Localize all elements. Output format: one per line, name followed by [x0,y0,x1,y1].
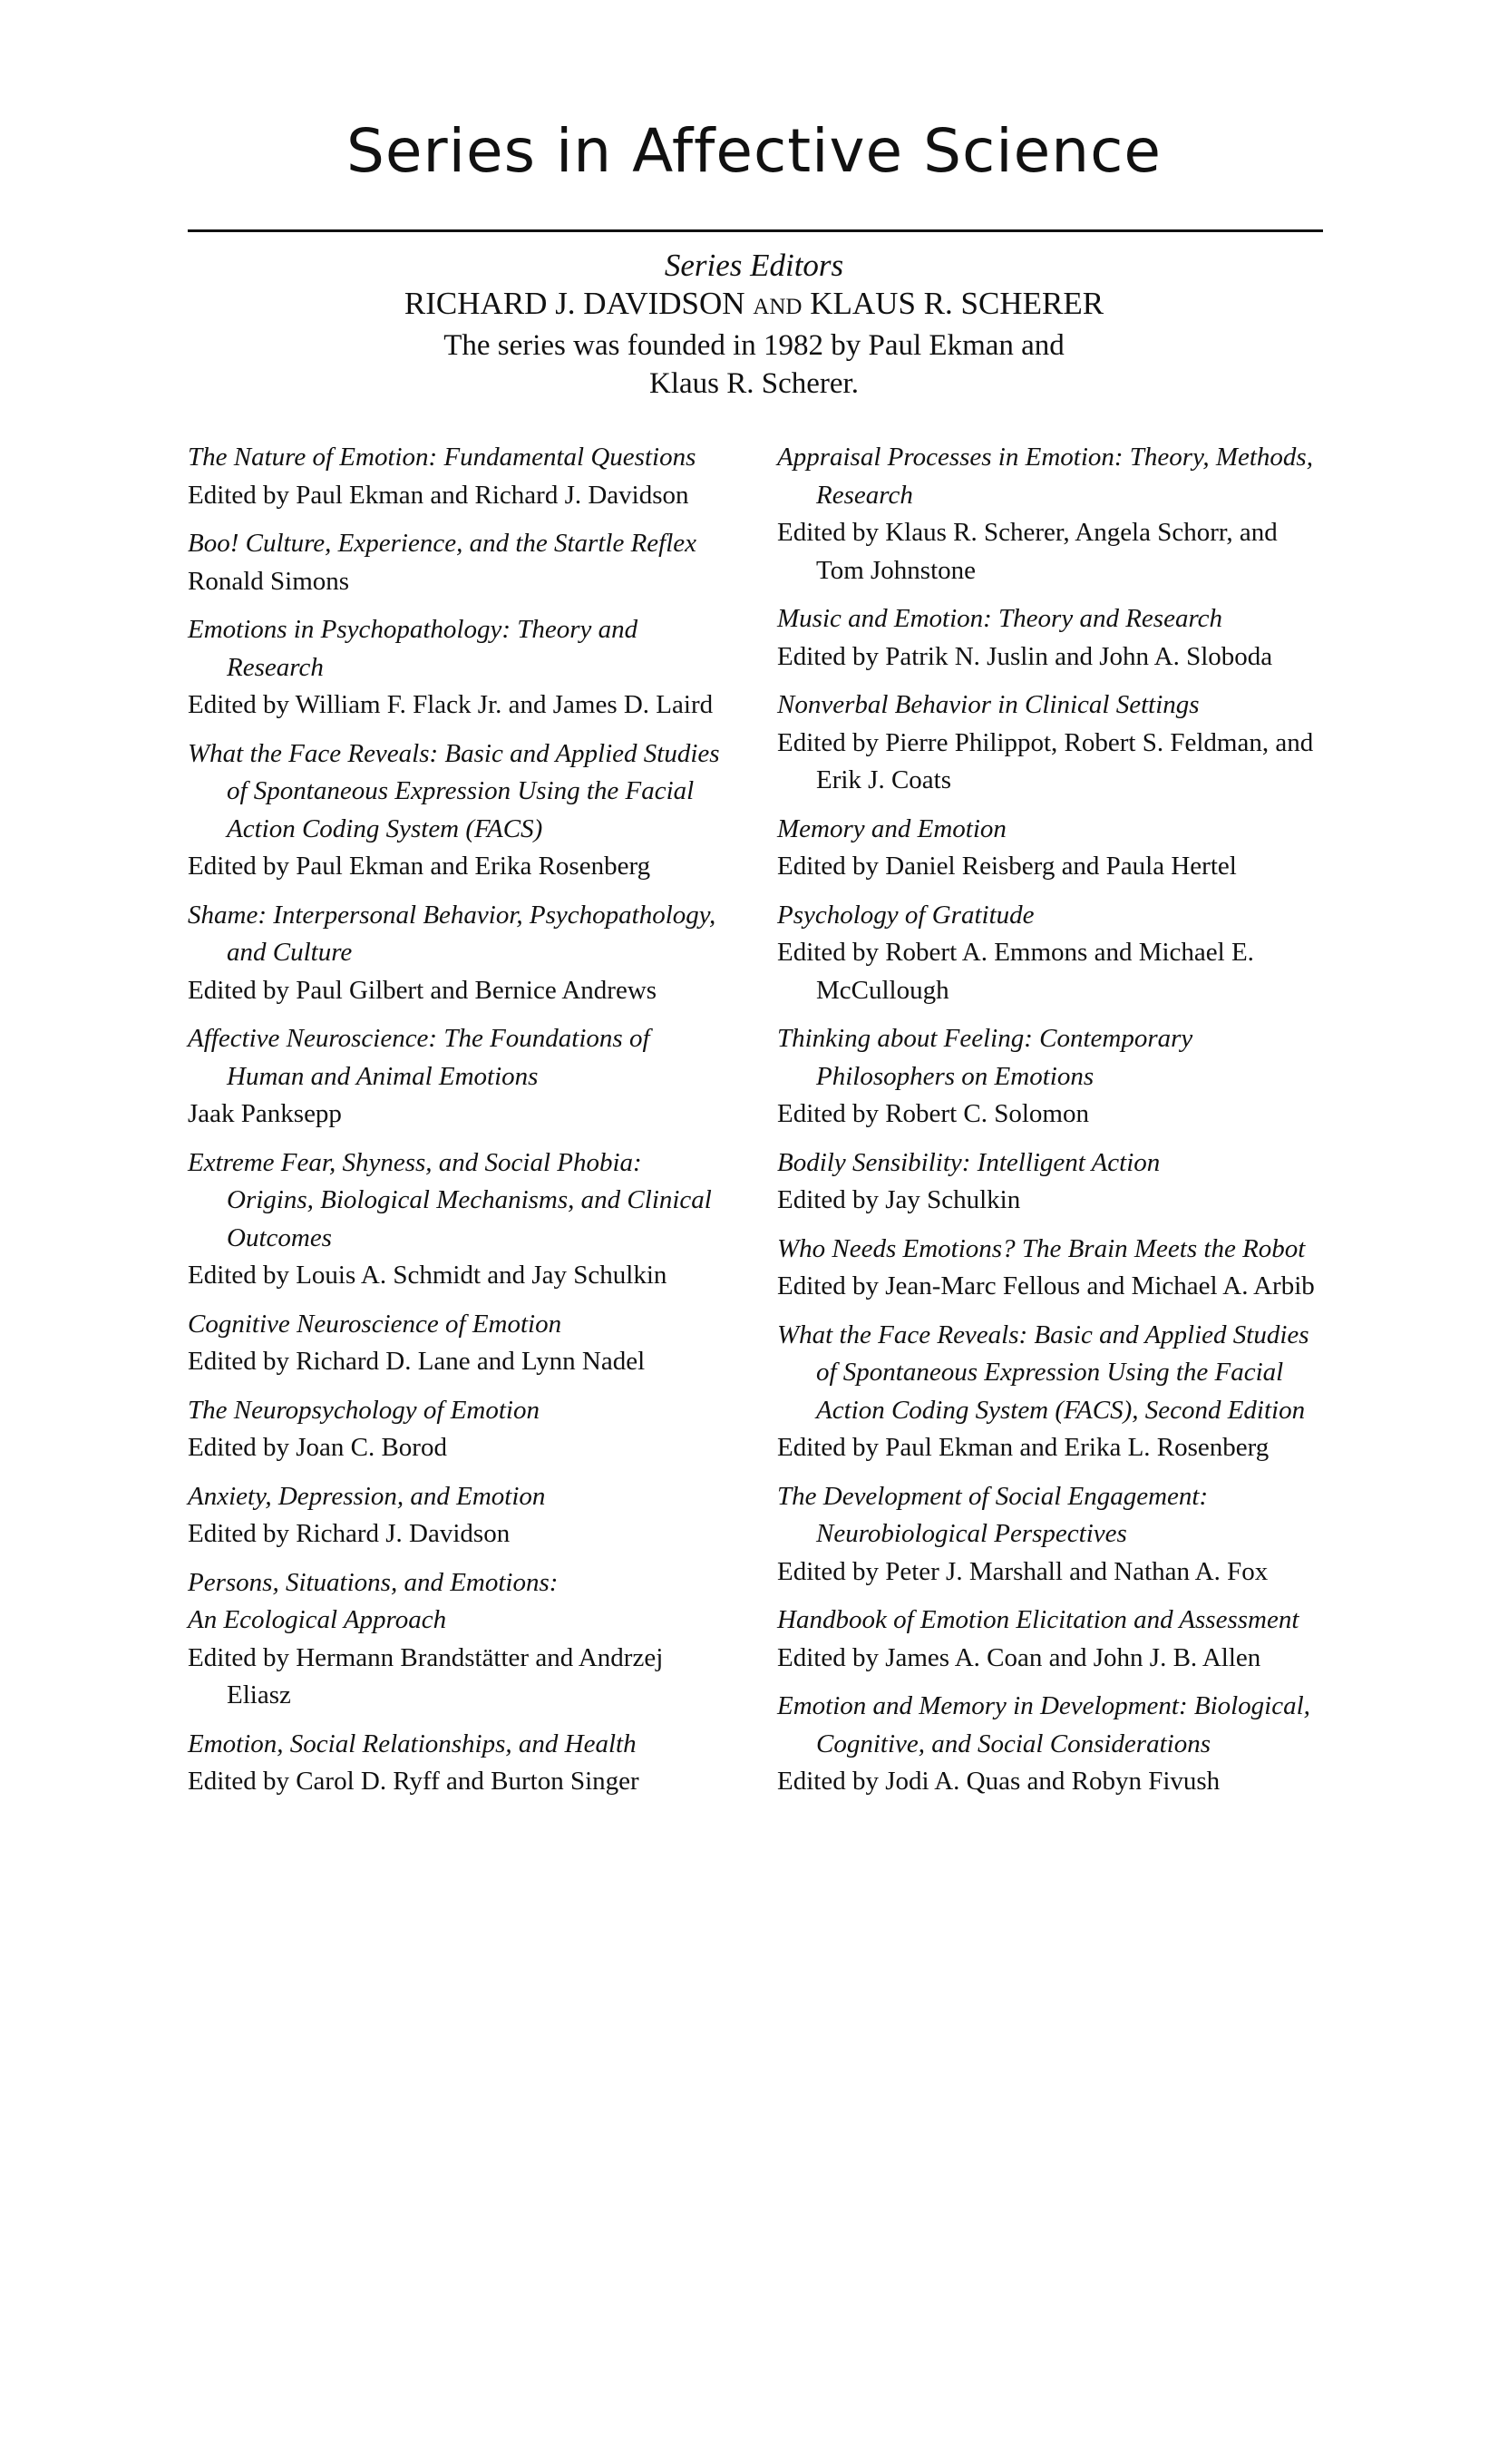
book-editors: Edited by Jean-Marc Fellous and Michael A. Arbib [777,1271,1315,1300]
book-entry [188,1564,732,1715]
book-entry [777,439,1321,589]
series-editors-label: Series Editors [664,248,844,283]
book-entry [188,735,732,886]
founded-line-2: Klaus R. Scherer. [649,367,859,400]
book-editors: Edited by Daniel Reisberg and Paula Hertel [777,852,1237,881]
book-editors: Edited by Richard D. Lane and Lynn Nadel [188,1347,646,1376]
book-editors: Edited by Joan C. Borod [188,1433,447,1462]
book-entry [188,525,732,600]
book-editors: Edited by Pierre Philippot, Robert S. Feldman, and Erik J. Coats [777,727,1314,794]
book-title: Music and Emotion: Theory and Research [777,604,1223,633]
book-editors: Edited by Peter J. Marshall and Nathan A. Fox [777,1556,1269,1586]
book-editors: Edited by Carol D. Ryff and Burton Singer [188,1767,639,1796]
book-entry [188,611,732,725]
book-entry [777,600,1321,676]
book-editors: Jaak Panksepp [188,1099,342,1128]
book-editors: Edited by Jodi A. Quas and Robyn Fivush [777,1767,1221,1796]
book-entry [188,897,732,1010]
book-editors: Edited by James A. Coan and John J. B. Allen [777,1642,1261,1672]
book-title: Who Needs Emotions? The Brain Meets the Robot [777,1233,1306,1263]
book-entry [777,897,1321,1010]
book-title: Emotion and Memory in Development: Biological, Cognitive, and Social Considerations [777,1691,1310,1758]
book-editors: Ronald Simons [188,566,350,596]
book-title: Persons, Situations, and Emotions: [188,1567,559,1597]
book-editors: Edited by Robert C. Solomon [777,1099,1089,1128]
book-entry [188,1478,732,1553]
book-title: Boo! Culture, Experience, and the Startle Reflex [188,529,697,558]
book-editors: Edited by Louis A. Schmidt and Jay Schulkin [188,1261,667,1290]
book-title: Shame: Interpersonal Behavior, Psychopathology, and Culture [188,900,716,967]
book-editors: Edited by Hermann Brandstätter and Andrzej Eliasz [188,1642,664,1709]
book-entry [777,811,1321,886]
book-title: Bodily Sensibility: Intelligent Action [777,1147,1161,1177]
book-editors: Edited by Paul Ekman and Erika Rosenberg [188,852,651,881]
book-title: Anxiety, Depression, and Emotion [188,1481,546,1511]
founded-line-1: The series was founded in 1982 by Paul Ekman and [443,329,1065,362]
book-title: Psychology of Gratitude [777,900,1035,930]
book-editors: Edited by Klaus R. Scherer, Angela Schorr, and Tom Johnstone [777,518,1278,585]
book-title: Handbook of Emotion Elicitation and Assessment [777,1605,1299,1634]
book-title: Affective Neuroscience: The Foundations of Human and Animal Emotions [188,1024,650,1091]
book-entry [188,1144,732,1295]
book-title: Emotion, Social Relationships, and Health [188,1729,637,1758]
book-title: Cognitive Neuroscience of Emotion [188,1309,562,1339]
book-title: Thinking about Feeling: Contemporary Philosophers on Emotions [777,1024,1193,1091]
series-editors-names [0,285,1508,326]
book-entry [777,1231,1321,1306]
editors-conjunction: AND [753,295,803,319]
book-entry [777,1144,1321,1220]
book-editors: Edited by Robert A. Emmons and Michael E. McCullough [777,938,1254,1005]
book-title: Memory and Emotion [777,813,1007,843]
book-entry [777,1688,1321,1801]
book-title: The Nature of Emotion: Fundamental Questions [188,443,696,472]
book-entry [777,687,1321,800]
book-entry [777,1317,1321,1467]
series-title: Series in Affective Science [346,116,1162,186]
book-title: The Development of Social Engagement: Neurobiological Perspectives [777,1481,1209,1548]
book-title: The Neuropsychology of Emotion [188,1395,540,1425]
left-column [188,439,732,1812]
book-editors: Edited by Richard J. Davidson [188,1519,511,1548]
book-editors: Edited by Paul Ekman and Erika L. Rosenberg [777,1433,1270,1462]
series-editors-block [0,247,1508,403]
book-title: What the Face Reveals: Basic and Applied Studies of Spontaneous Expression Using the Facial Action Coding System (FACS) [188,738,720,843]
editor-name-2: KLAUS R. SCHERER [810,286,1104,321]
book-entry [188,1392,732,1467]
book-editors: Edited by Paul Gilbert and Bernice Andrews [188,975,657,1005]
book-editors: Edited by William F. Flack Jr. and James D. Laird [188,690,714,719]
book-entry [188,439,732,514]
book-editors: Edited by Jay Schulkin [777,1185,1021,1214]
book-title-line-2: An Ecological Approach [188,1605,447,1634]
book-editors: Edited by Patrik N. Juslin and John A. Sloboda [777,641,1273,671]
book-entry [188,1726,732,1801]
editor-name-1: RICHARD J. DAVIDSON [404,286,745,321]
book-entry [188,1020,732,1134]
book-title: Emotions in Psychopathology: Theory and Research [188,615,638,682]
book-entry [777,1602,1321,1677]
book-title: Nonverbal Behavior in Clinical Settings [777,690,1200,719]
right-column [777,439,1321,1812]
book-entry [188,1306,732,1381]
book-title: What the Face Reveals: Basic and Applied Studies of Spontaneous Expression Using the Facial Action Coding System (FACS), Second Edition [777,1320,1309,1425]
book-title: Appraisal Processes in Emotion: Theory, Methods, Research [777,443,1313,510]
book-entry [777,1478,1321,1592]
book-title: Extreme Fear, Shyness, and Social Phobia: Origins, Biological Mechanisms, and Clinical Outcomes [188,1147,712,1252]
book-entry [777,1020,1321,1134]
title-rule [188,229,1323,232]
book-editors: Edited by Paul Ekman and Richard J. Davidson [188,480,689,510]
